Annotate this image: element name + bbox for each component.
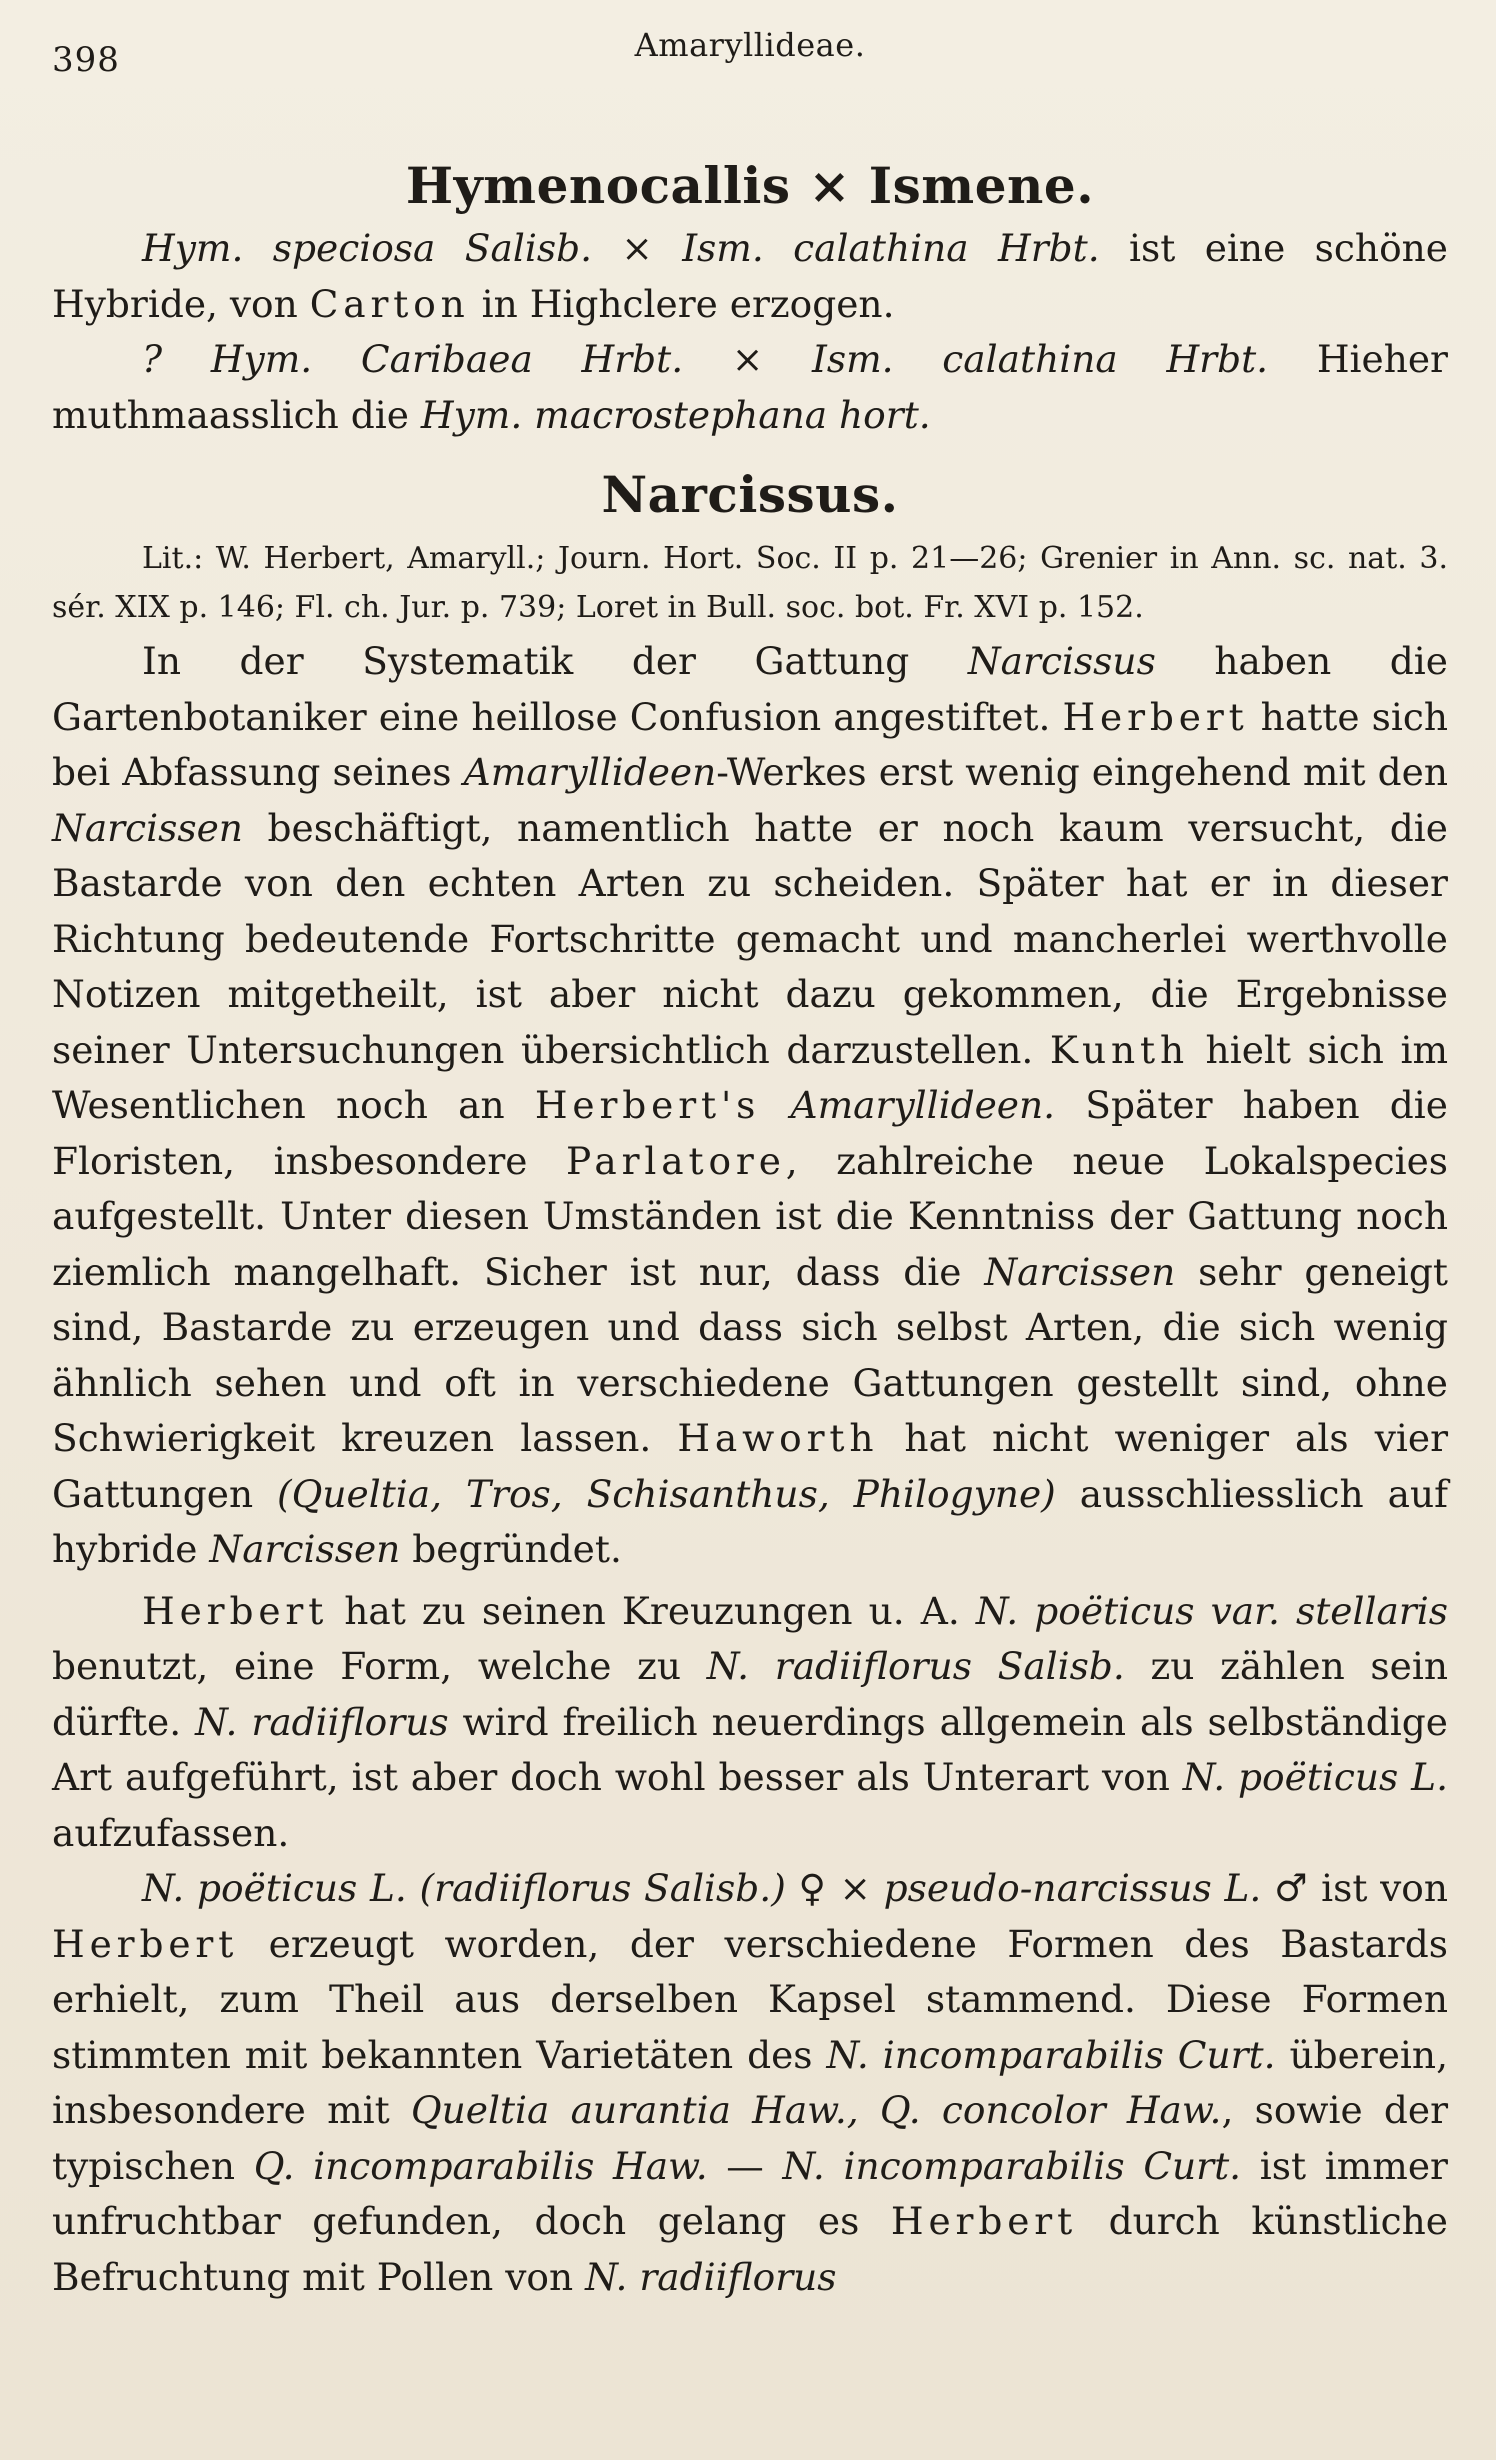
paragraph-poeticus-hybrid: N. poëticus L. (radiiflorus Salisb.) ♀ × pseudo-narcissus L. ♂ ist von Herbert erzeugt worden, der verschiedene Formen des Bastards erhielt, zum Theil aus derselben Kapsel stammend. Diese Formen stimmten mit bekannten Varietäten des N. incomparabilis Curt. überein, insbesondere mit Queltia aurantia Haw., Q. concolor Haw., sowie der typischen Q. incomparabilis Haw. — N. incomparabilis Curt. ist immer unfruchtbar gefunden, doch gelang es Herbert durch künstliche Befruchtung mit Pollen von N. radiiflorus <box>52 1866 1449 2299</box>
paragraph-herbert-crossings: Herbert hat zu seinen Kreuzungen u. A. N. poëticus var. stellaris benutzt, eine Form, welche zu N. radiiflorus Salisb. zu zählen sein dürfte. N. radiiflorus wird freilich neuerdings allgemein als selbständige Art aufgeführt, ist aber doch wohl besser als Unterart von N. poëticus L. aufzufassen. <box>52 1588 1449 1855</box>
section-heading-hymenocallis: Hymenocallis × Ismene. <box>405 156 1095 215</box>
page-number: 398 <box>52 40 120 80</box>
person-name: Herbert <box>1062 694 1249 739</box>
paragraph-systematics: In der Systematik der Gattung Narcissus haben die Gartenbotaniker eine heillose Confusion angestiftet. Herbert hatte sich bei Abfassung seines Amaryllideen-Werkes erst wenig eingehend mit den Narcissen beschäftigt, namentlich hatte er noch kaum versucht, die Bastarde von den echten Arten zu scheiden. Später hat er in dieser Richtung bedeutende Fortschritte gemacht und mancherlei werthvolle Notizen mitgetheilt, ist aber nicht dazu gekommen, die Ergebnisse seiner Untersuchungen übersichtlich darzustellen. Kunth hielt sich im Wesentlichen noch an Herbert's Amaryllideen. Später haben die Floristen, insbesondere Parlatore, zahlreiche neue Lokalspecies aufgestellt. Unter diesen Umständen ist die Kenntniss der Gattung noch ziemlich mangelhaft. Sicher ist nur, dass die Narcissen sehr geneigt sind, Bastarde zu erzeugen und dass sich selbst Arten, die sich wenig ähnlich sehen und oft in verschiedene Gattungen gestellt sind, ohne Schwierigkeit kreuzen lassen. Haworth hat nicht weniger als vier Gattungen (Queltia, Tros, Schisanthus, Philogyne) ausschliesslich auf hybride Narcissen begründet. <box>52 639 1449 1571</box>
person-name: Herbert's <box>534 1083 761 1127</box>
taxon-name: Hym. speciosa Salisb. × Ism. calathina Hrbt. <box>142 226 1100 270</box>
literature-references: Lit.: W. Herbert, Amaryll.; Journ. Hort. Soc. II p. 21—26; Grenier in Ann. sc. nat. 3. sér. XIX p. 146; Fl. ch. Jur. p. 739; Loret in Bull. soc. bot. Fr. XVI p. 152. <box>52 541 1448 625</box>
person-name: Haworth <box>677 1416 879 1460</box>
running-title: Amaryllideae. <box>634 26 866 64</box>
person-name: Herbert <box>52 1921 239 1966</box>
person-name: Carton <box>309 281 470 326</box>
paragraph-hybrid-speciosa: Hym. speciosa Salisb. × Ism. calathina Hrbt. ist eine schöne Hybride, von Carton in Highclere erzogen. <box>52 226 1448 326</box>
paragraph-hybrid-caribaea: ? Hym. Caribaea Hrbt. × Ism. calathina Hrbt. Hieher muthmaasslich die Hym. macrostephana hort. <box>52 337 1448 437</box>
person-name: Parlatore <box>565 1138 786 1183</box>
section-heading-narcissus: Narcissus. <box>601 465 899 524</box>
taxon-name: Hym. macrostephana hort. <box>420 392 931 437</box>
page-header <box>52 26 1448 86</box>
taxon-name: ? Hym. Caribaea Hrbt. × Ism. calathina Hrbt. <box>142 337 1269 381</box>
person-name: Kunth <box>1049 1027 1189 1072</box>
person-name: Herbert <box>142 1588 329 1633</box>
person-name: Herbert <box>890 2199 1078 2243</box>
